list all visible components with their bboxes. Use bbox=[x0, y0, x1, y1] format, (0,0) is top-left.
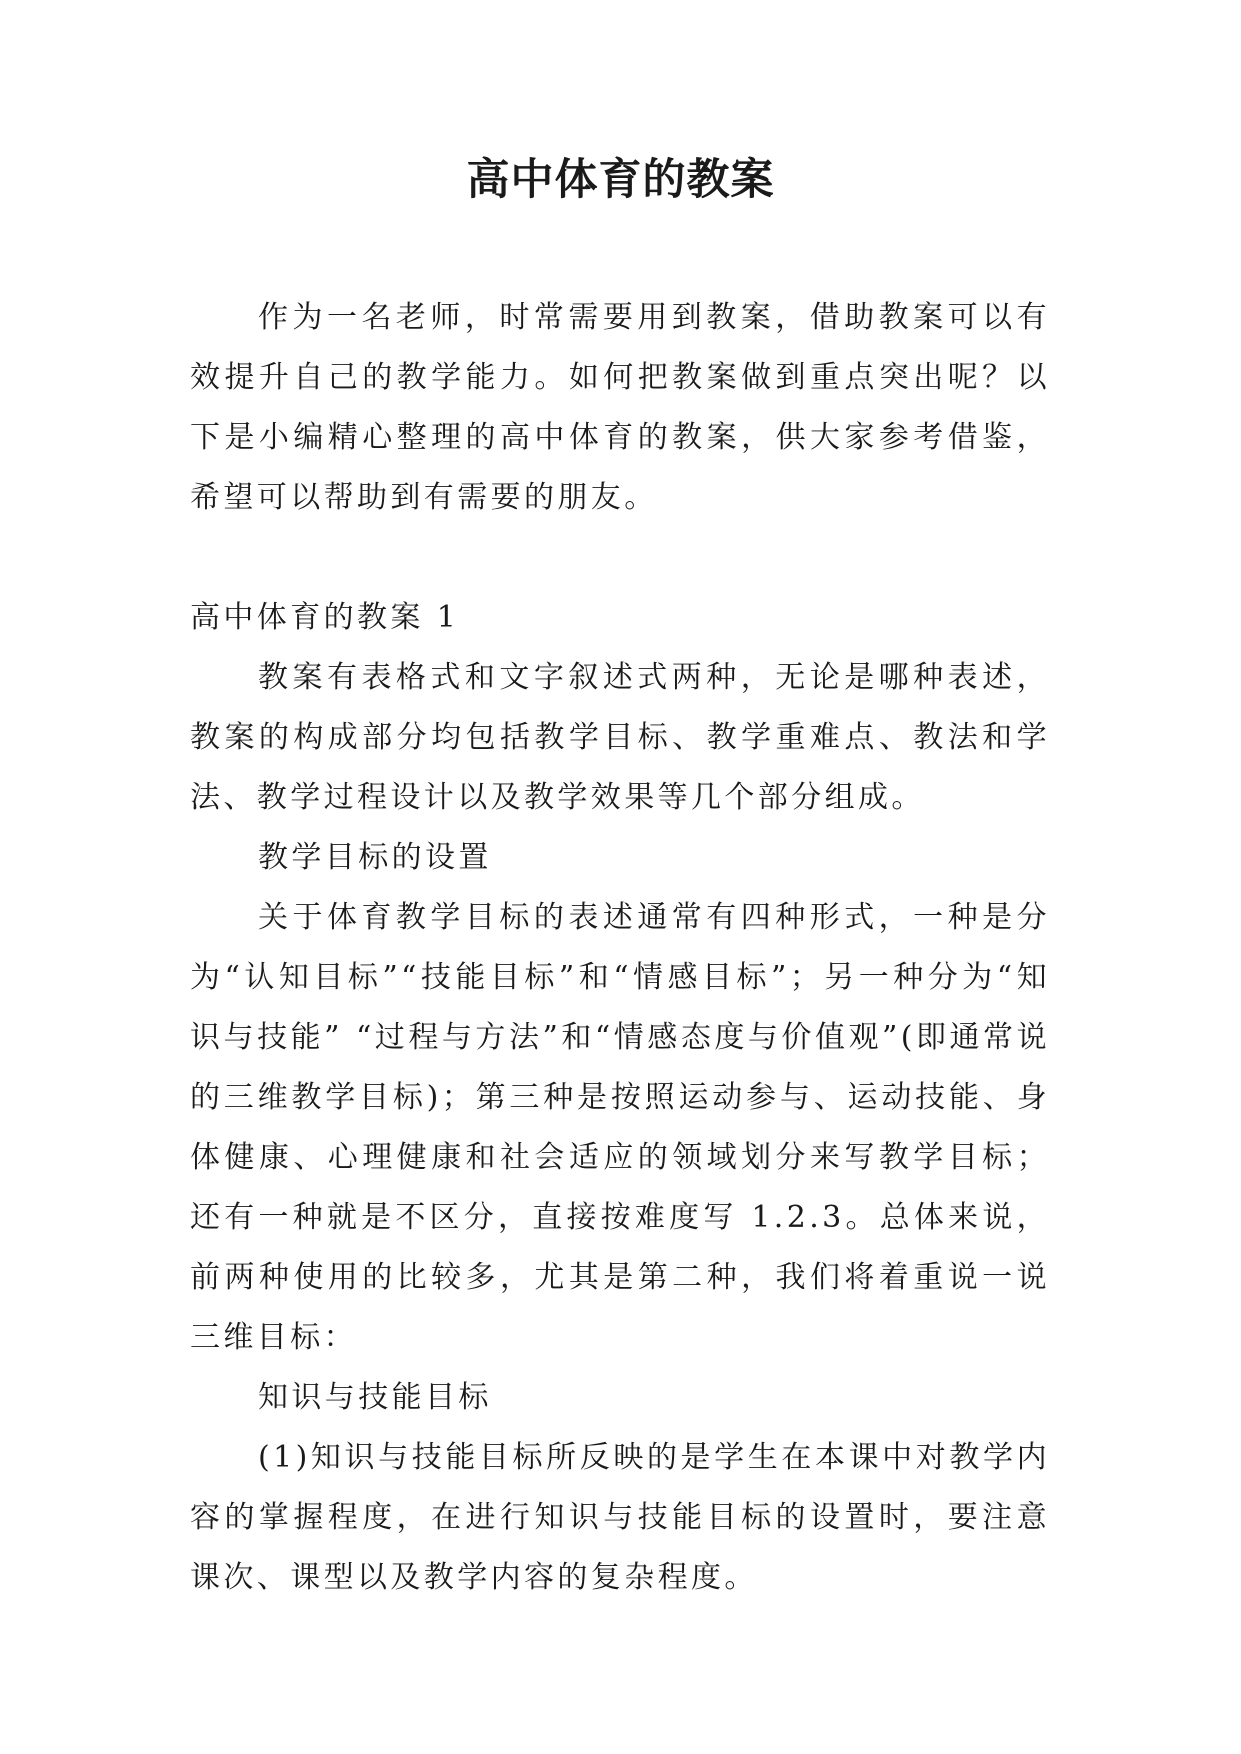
body-paragraph: 教案有表格式和文字叙述式两种，无论是哪种表述，教案的构成部分均包括教学目标、教学重难点、教法和学法、教学过程设计以及教学效果等几个部分组成。 bbox=[190, 660, 1050, 815]
document-title: 高中体育的教案 bbox=[466, 155, 775, 205]
subheading-knowledge-skills: 知识与技能目标 bbox=[258, 1380, 492, 1415]
section-heading: 高中体育的教案 1 bbox=[190, 600, 460, 635]
document-body bbox=[190, 288, 1050, 1608]
body-paragraph: 关于体育教学目标的表述通常有四种形式，一种是分为“认知目标”“技能目标”和“情感目标”；另一种分为“知识与技能” “过程与方法”和“情感态度与价值观”(即通常说的三维教学目标)；第三种是按照运动参与、运动技能、身体健康、心理健康和社会适应的领域划分来写教学目标；还有一种就是不区分，直接按难度写 1.2.3。总体来说，前两种使用的比较多，尤其是第二种，我们将着重说一说三维目标： bbox=[190, 900, 1050, 1355]
intro-paragraph: 作为一名老师，时常需要用到教案，借助教案可以有效提升自己的教学能力。如何把教案做到重点突出呢？以下是小编精心整理的高中体育的教案，供大家参考借鉴，希望可以帮助到有需要的朋友。 bbox=[190, 300, 1050, 515]
body-paragraph: (1)知识与技能目标所反映的是学生在本课中对教学内容的掌握程度，在进行知识与技能目标的设置时，要注意课次、课型以及教学内容的复杂程度。 bbox=[190, 1440, 1050, 1595]
subheading-objectives: 教学目标的设置 bbox=[258, 840, 492, 875]
